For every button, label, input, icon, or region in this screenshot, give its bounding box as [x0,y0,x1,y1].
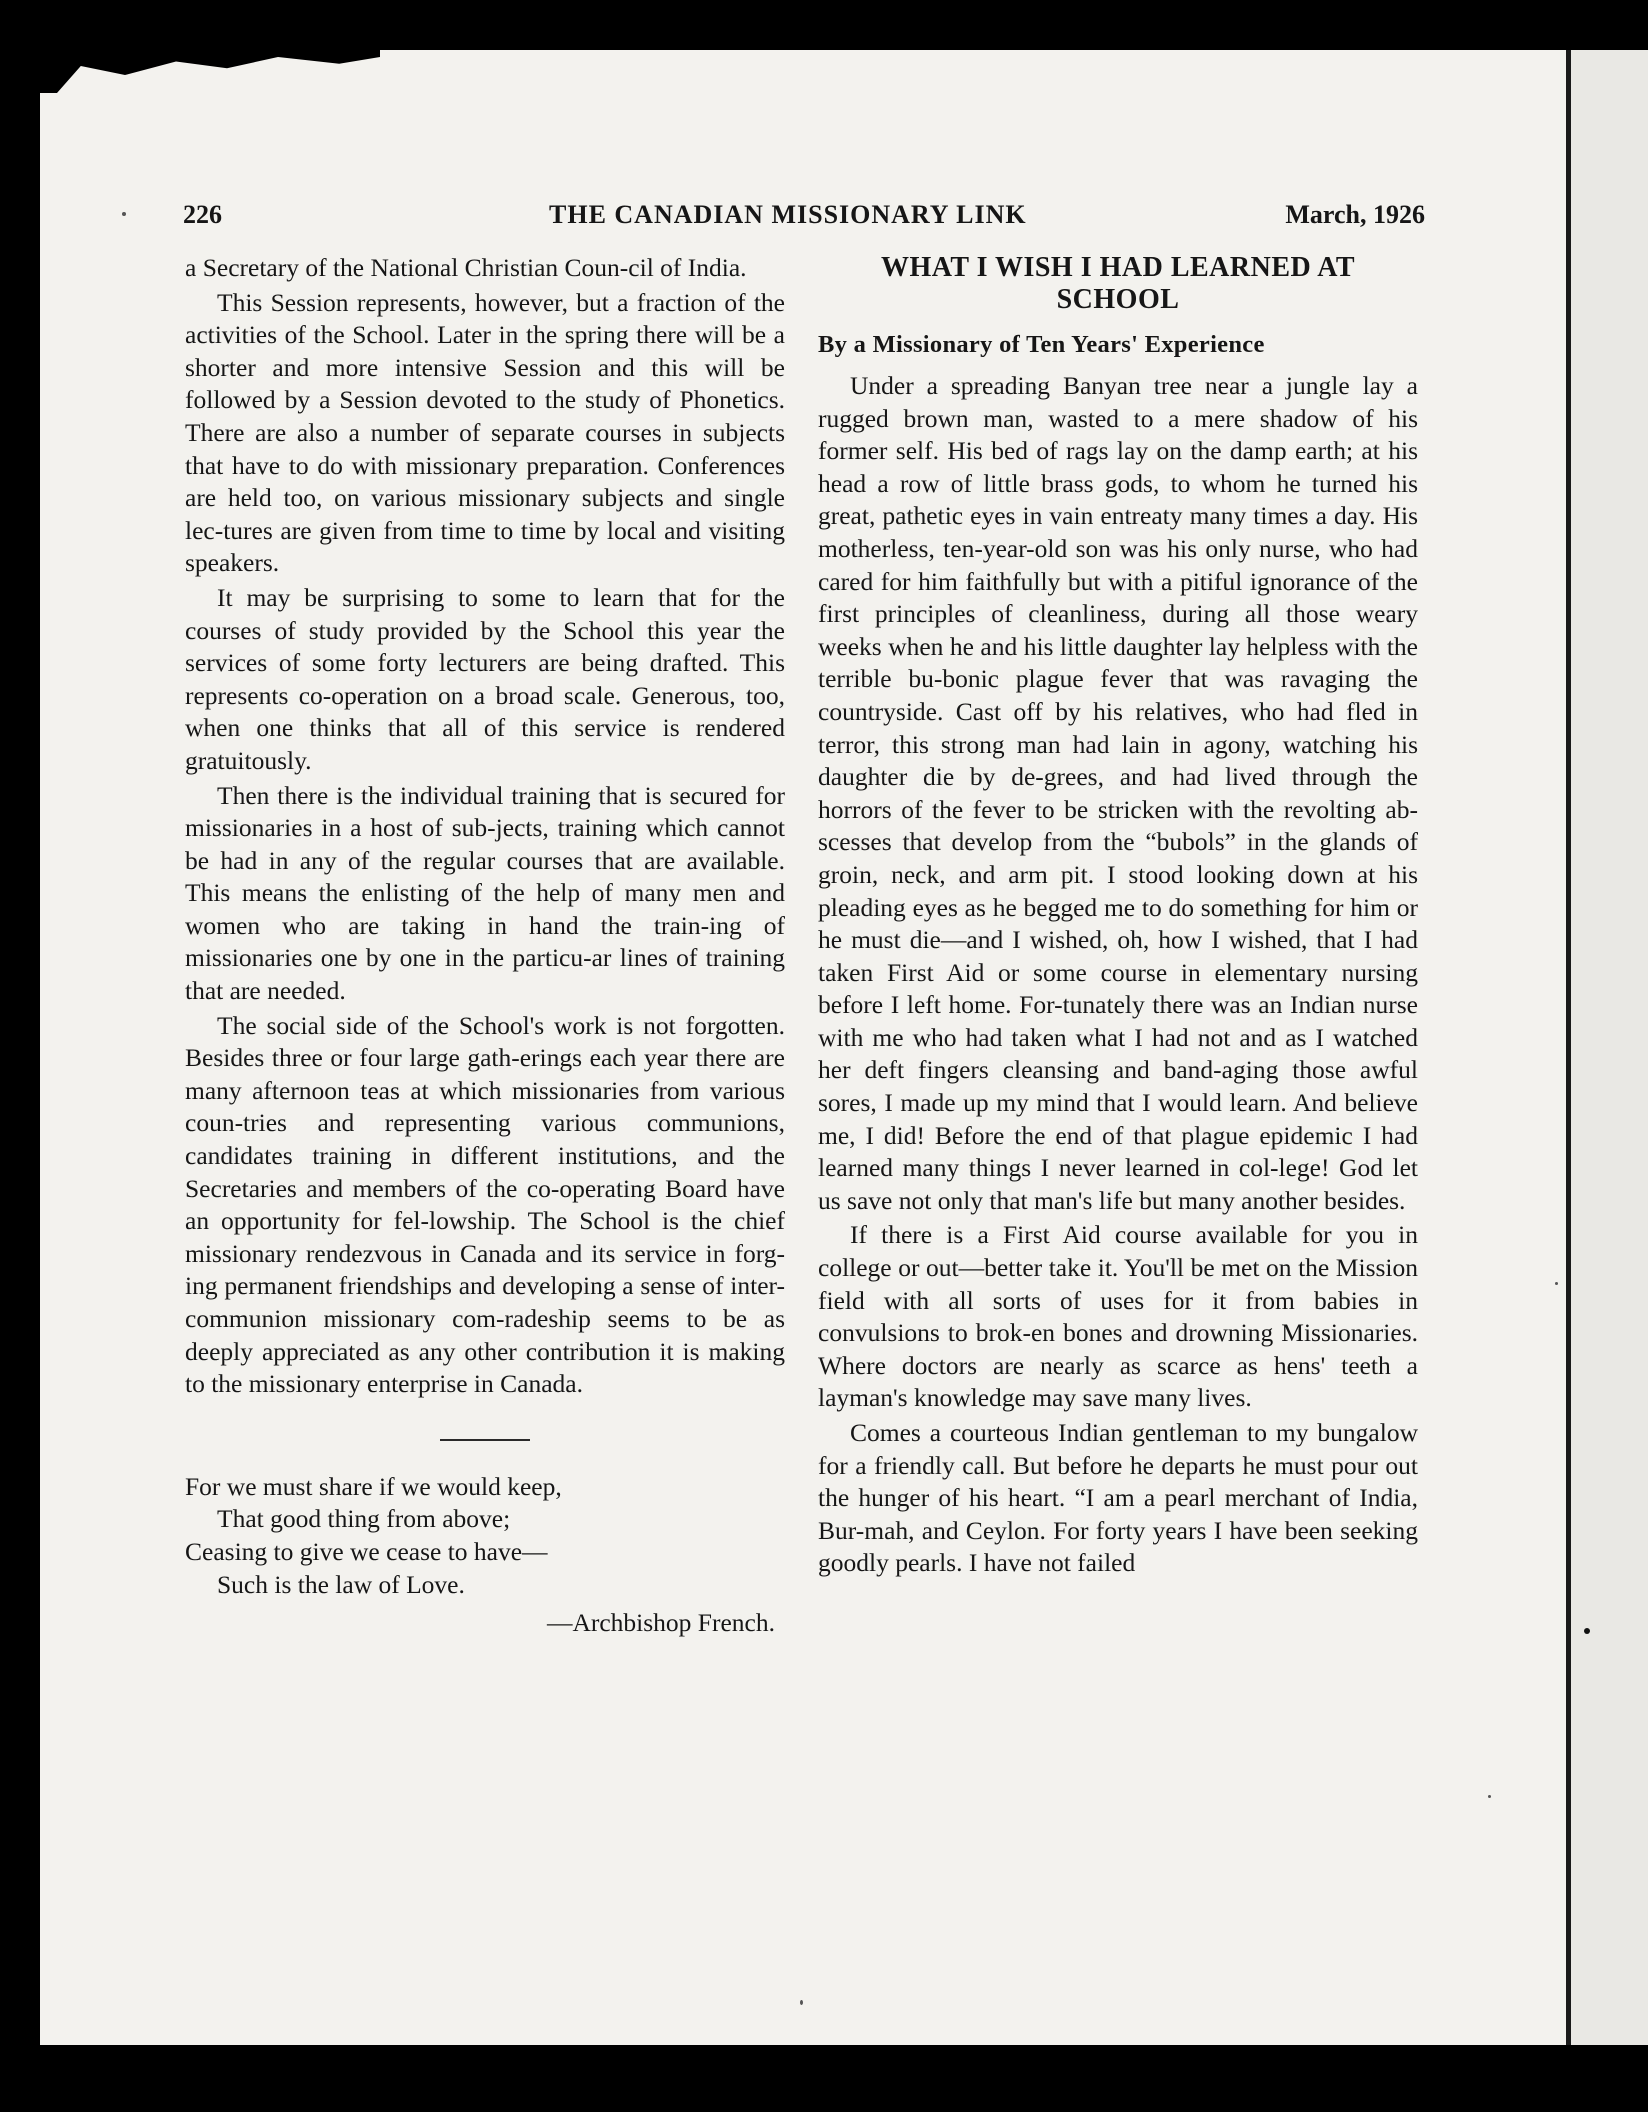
paragraph: It may be surprising to some to learn that for the courses of study provided by the School this year the services of some forty lecturers are being drafted. This represents co-operation on a broad scale. Generous, too, when one thinks that all of this service is rendered gratuitously. [185,582,785,775]
section-divider [440,1439,530,1441]
paragraph: a Secretary of the National Christian Coun-cil of India. [185,253,747,282]
article-byline: By a Missionary of Ten Years' Experience [818,331,1265,358]
paragraph: This Session represents, however, but a fraction of the activities of the School. Later in the spring there will be a shorter and more intensive Session and this will be followed by a Session devoted to the study of Phonetics. There are also a number of separate courses in subjects that have to do with missionary preparation. Conferences are held too, on various missionary subjects and single lec-tures are given from time to time by local and visiting speakers. [185,287,785,578]
poem-line: Such is the law of Love. [217,1569,465,1599]
article-title: WHAT I WISH I HAD LEARNED AT SCHOOL [880,252,1356,315]
poem [185,1471,785,1640]
paragraph: Comes a courteous Indian gentleman to my bungalow for a friendly call. But before he departs he must pour out the hunger of his heart. “I am a pearl merchant of India, Bur-mah, and Ceylon. For forty years I have been seeking goodly pearls. I have not failed [818,1418,1418,1578]
poem-line: Ceasing to give we cease to have— [185,1536,548,1566]
issue-date: March, 1926 [1285,200,1425,229]
poem-line: For we must share if we would keep, [185,1471,562,1501]
paragraph: Under a spreading Banyan tree near a jungle lay a rugged brown man, wasted to a mere shadow of his former self. His bed of rags lay on the damp earth; at his head a row of little brass gods, to whom he turned his great, pathetic eyes in vain entreaty many times a day. His motherless, ten-year-old son was his only nurse, who had cared for him faithfully but with a pitiful ignorance of the first principles of cleanliness, during all those weary weeks when he and his little daughter lay helpless with the terrible bu-bonic plague fever that was ravaging the countryside. Cast off by his relatives, who had fled in terror, this strong man had lain in agony, watching his daughter die by de-grees, and had lived through the horrors of the fever to be stricken with the revolting ab-scesses that develop from the “bubols” in the glands of groin, neck, and arm pit. I stood looking down at his pleading eyes as he begged me to do something for him or he must die—and I wished, oh, how I wished, that I had taken First Aid or some course in elementary nursing before I left home. For-tunately there was an Indian nurse with me who had taken what I had not and as I watched her deft fingers cleansing and band-aging those awful sores, I made up my mind that I would learn. And believe me, I did! Before the end of that plague epidemic I had learned many things I never learned in col-lege! God let us save not only that man's life but many another besides. [818,371,1418,1215]
right-column [818,252,1418,1580]
left-column [185,252,785,1640]
paragraph: If there is a First Aid course available for you in college or out—better take it. You'll be met on the Mission field with all sorts of uses for it from babies in convulsions to brok-en bones and drowning Missionaries. Where doctors are nearly as scarce as hens' teeth a layman's knowledge may save many lives. [818,1220,1418,1413]
paragraph: The social side of the School's work is not forgotten. Besides three or four large gath-erings each year there are many afternoon teas at which missionaries from various coun-tries and representing various communions, candidates training in different institutions, and the Secretaries and members of the co-operating Board have an opportunity for fel-lowship. The School is the chief missionary rendezvous in Canada and its service in forg-ing permanent friendships and developing a sense of inter-communion missionary com-radeship seems to be as deeply appreciated as any other contribution it is making to the missionary enterprise in Canada. [185,1010,785,1399]
page-number: 226 [183,200,222,229]
paragraph: Then there is the individual training that is secured for missionaries in a host of sub-jects, training which cannot be had in any of the regular courses that are available. This means the enlisting of the help of many men and women who are taking in hand the train-ing of missionaries one by one in the particu-ar lines of training that are needed. [185,780,785,1006]
adjacent-page-strip [1571,50,1648,2045]
running-header [183,200,1425,234]
journal-title: THE CANADIAN MISSIONARY LINK [549,200,1027,229]
poem-attribution: —Archbishop French. [546,1608,775,1638]
poem-line: That good thing from above; [217,1504,511,1534]
